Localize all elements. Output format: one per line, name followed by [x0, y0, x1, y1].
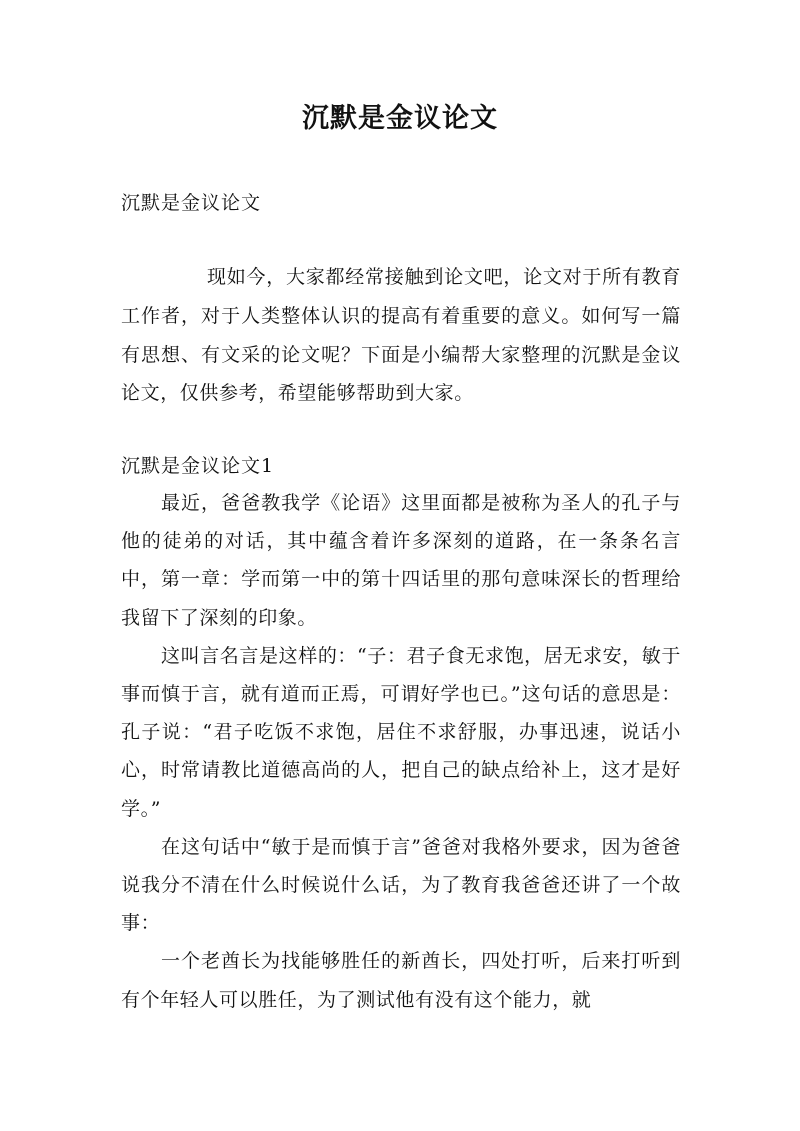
document-subtitle: 沉默是金议论文 — [121, 192, 262, 214]
intro-paragraph: 现如今，大家都经常接触到论文吧，论文对于所有教育工作者，对于人类整体认识的提高有着重要的意义。如何写一篇有思想、有文采的论文呢？下面是小编帮大家整理的沉默是金议论文，仅供参考，希望能够帮助到大家。 — [121, 266, 681, 405]
body-text — [121, 484, 681, 1019]
body-paragraph: 这叫言名言是这样的：“子：君子食无求饱，居无求安，敏于事而慎于言，就有道而正焉，可谓好学也已。”这句话的意思是：孔子说：“君子吃饭不求饱，居住不求舒服，办事迅速，说话小心，时常请教比道德高尚的人，把自己的缺点给补上，这才是好学。” — [121, 644, 681, 820]
body-paragraph: 最近，爸爸教我学《论语》这里面都是被称为圣人的孔子与他的徒弟的对话，其中蕴含着许多深刻的道路，在一条条名言中，第一章：学而第一中的第十四话里的那句意味深长的哲理给我留下了深刻的印象。 — [121, 492, 681, 629]
document-title: 沉默是金议论文 — [302, 103, 498, 134]
section-heading: 沉默是金议论文1 — [121, 455, 275, 477]
body-paragraph: 一个老酋长为找能够胜任的新酋长，四处打听，后来打听到有个年轻人可以胜任，为了测试他有没有这个能力，就 — [121, 950, 681, 1011]
body-paragraph: 在这句话中“敏于是而慎于言”爸爸对我格外要求，因为爸爸说我分不清在什么时候说什么话，为了教育我爸爸还讲了一个故事： — [121, 835, 681, 935]
